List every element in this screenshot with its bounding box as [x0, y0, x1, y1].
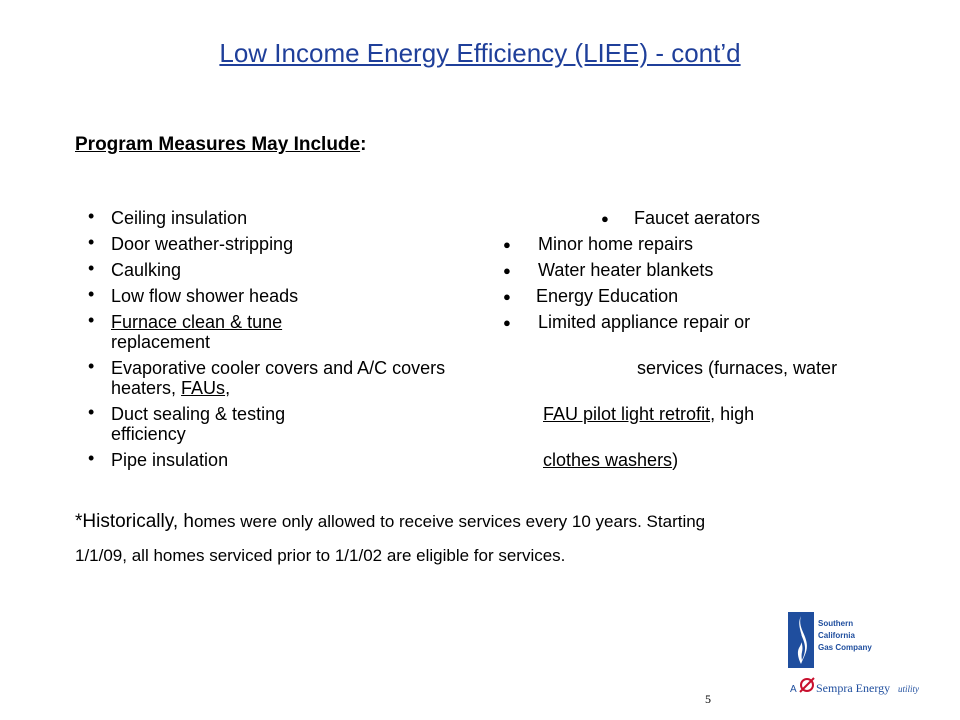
bullet-icon: • — [88, 448, 95, 468]
bullet-icon: • — [88, 206, 95, 226]
wrap-clothes — [543, 450, 678, 470]
bullet-icon: • — [88, 258, 95, 278]
wrap-efficiency: efficiency — [111, 424, 186, 444]
measure-item-right: Faucet aerators — [634, 208, 761, 228]
slide-title: Low Income Energy Efficiency (LIEE) - cont’d — [219, 38, 741, 68]
logo-line1: Southern — [818, 619, 854, 628]
wrap-fau-pilot — [543, 404, 754, 424]
flame-logo-icon — [788, 612, 883, 670]
measure-item: Door weather-stripping — [111, 234, 294, 254]
faus-text: FAUs — [181, 378, 226, 398]
note-rest: omes were only allowed to receive services every 10 years. Starting — [193, 512, 706, 531]
measure-item: Caulking — [111, 260, 182, 280]
measure-item: Furnace clean & tune — [111, 312, 283, 332]
sempra-logo — [778, 672, 928, 707]
fau-pilot-text: FAU pilot light retrofit — [543, 404, 711, 424]
wrap-replacement: replacement — [111, 332, 211, 352]
logo-line3: Gas Company — [818, 643, 872, 652]
measure-item-right: Limited appliance repair or — [538, 312, 751, 332]
sempra-a: A — [790, 684, 797, 695]
measure-item: Ceiling insulation — [111, 208, 248, 228]
measure-item: Low flow shower heads — [111, 286, 299, 306]
socalgas-logo — [788, 612, 883, 675]
bullet-icon: ● — [503, 237, 511, 252]
wrap-heaters-text: heaters, — [111, 378, 182, 398]
measure-item-right: Minor home repairs — [538, 234, 694, 254]
section-heading-text: Program Measures May Include — [75, 134, 361, 155]
sempra-energy-icon — [778, 672, 928, 702]
bullet-icon: • — [88, 232, 95, 252]
logo-line2: California — [818, 631, 855, 640]
bullet-icon: • — [88, 284, 95, 304]
bullet-icon: • — [88, 310, 95, 330]
bullet-icon: • — [88, 402, 95, 422]
bullet-icon: ● — [503, 263, 511, 278]
page-number: 5 — [705, 692, 711, 706]
sempra-name: Sempra Energy — [816, 681, 891, 695]
wrap-services: services (furnaces, water — [637, 358, 838, 378]
bullet-icon: ● — [503, 289, 511, 304]
measure-item: Evaporative cooler covers and A/C covers — [111, 358, 446, 378]
bullet-icon: ● — [601, 211, 609, 226]
note-start: *Historically, h — [75, 511, 194, 532]
wrap-heaters — [111, 378, 230, 398]
sempra-utility: utility — [898, 684, 919, 694]
faus-comma: , — [225, 378, 231, 398]
clothes-washers-text: clothes washers — [543, 450, 673, 470]
measure-item: Pipe insulation — [111, 450, 229, 470]
section-heading-colon: : — [360, 134, 367, 155]
measure-item-right: Water heater blankets — [538, 260, 714, 280]
measure-item-right: Energy Education — [536, 286, 679, 306]
bullet-icon: • — [88, 356, 95, 376]
bullet-icon: ● — [503, 315, 511, 330]
historical-note-line2: 1/1/09, all homes serviced prior to 1/1/02 are eligible for services. — [75, 546, 566, 565]
high-text: , high — [710, 404, 755, 424]
section-heading — [75, 134, 366, 156]
measure-item: Duct sealing & testing — [111, 404, 286, 424]
paren-text: ) — [672, 450, 679, 470]
historical-note-line1 — [75, 511, 705, 533]
